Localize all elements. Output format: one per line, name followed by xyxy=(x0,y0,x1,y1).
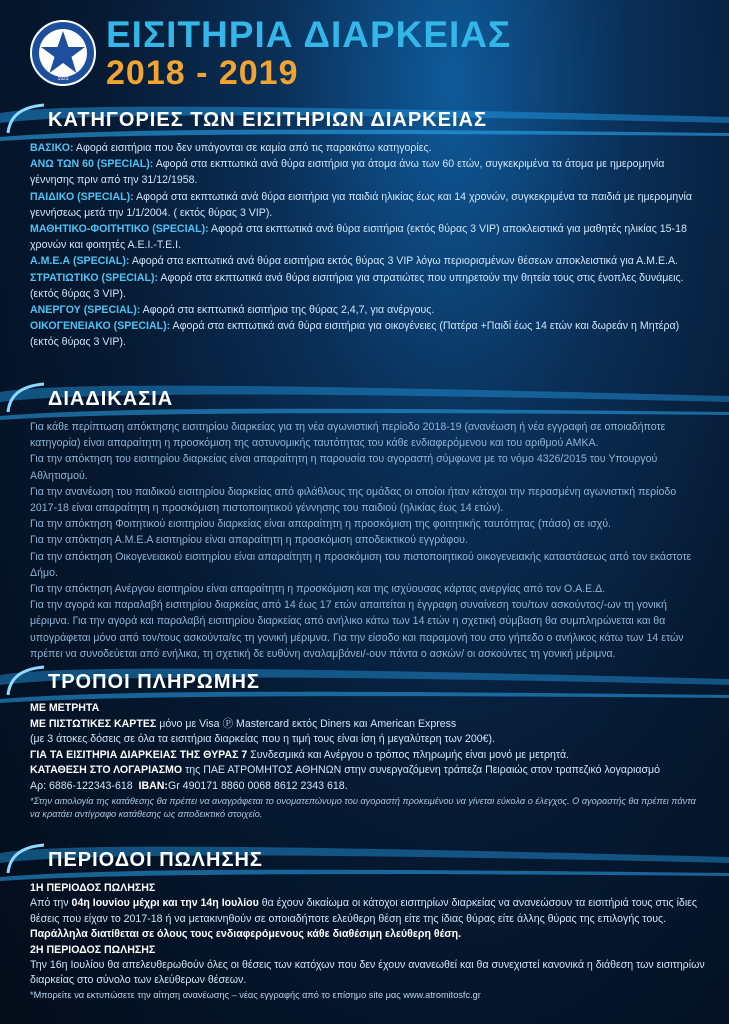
procedure-text xyxy=(30,419,706,662)
page-title: ΕΙΣΙΤΗΡΙΑ ΔΙΑΡΚΕΙΑΣ xyxy=(106,14,512,55)
list-item: ΣΤΡΑΤΙΩΤΙΚΟ (SPECIAL): Αφορά στα εκπτωτικά ανά θύρα εισιτήρια για στρατιώτες που υπηρετούν την θητεία τους στις ένοπλες δυνάμεις. (εκτός θύρας 3 VIP). xyxy=(30,271,684,300)
payment-note: *Στην αιτιολογία της κατάθεσης θα πρέπει να αναγράφεται το ονοματεπώνυμο του αγοραστή προκειμένου να γίνεται εύκολα ο έλεγχος. Ο αγοραστής θα πρέπει πάντα να κρατάει αντίγραφο κατάθεσης ως αποδεικτικό στοιχείο. xyxy=(30,795,696,819)
paragraph: Για την απόκτηση Φοιτητικού εισιτηρίου διαρκείας είναι απαραίτητη η προσκόμιση της φοιτητικής ταυτότητας (πάσο) σε ισχύ. xyxy=(30,518,611,531)
iban-label: IBAN: xyxy=(138,779,168,792)
installments-text: (με 3 άτοκες δόσεις σε όλα τα εισιτήρια διαρκείας που η τιμή τους είναι ίση ή μεγαλύτερη των 200€). xyxy=(30,733,496,746)
sales-text: 1Η ΠΕΡΙΟΔΟΣ ΠΩΛΗΣΗΣ Από την 04η Ιουνίου μέχρι και την 14η Ιουλίου θα έχουν δικαίωμα οι κάτοχοι εισιτηρίων διαρκείας να ανανεώσουν τα εισιτήριά τους στις ίδιες θέσεις που είχαν το 2017-18 ή να μετακινηθούν σε οποιαδήποτε ελεύθερη θέση είτε της ίδιας θύρας είτε άλλης θύρας της επιλογής τους. Παράλληλα διατίθεται σε όλους τους ενδιαφερόμενους κάθε διαθέσιμη ελεύθερη θέση. 2Η ΠΕΡΙΟΔΟΣ ΠΩΛΗΣΗΣ Την 16η Ιουλίου θα απελευθερωθούν όλες οι θέσεις των κατόχων που δεν έχουν ανανεωθεί και θα συνεχιστεί κανονικά η διάθεση των εισιτηρίων διαρκείας στο σύνολο των ελεύθερων θέσεων. *Μπορείτε να εκτυπώσετε την αίτηση ανανέωσης – νέας εγγραφής από το επίσημο site μας www.atromitosfc.gr xyxy=(30,882,705,1000)
header xyxy=(0,0,729,100)
categories-section xyxy=(0,103,729,349)
section-header xyxy=(0,382,729,420)
period1-highlight: Παράλληλα διατίθεται σε όλους τους ενδιαφερόμενους κάθε διαθέσιμη ελεύθερη θέση. xyxy=(30,928,462,941)
paragraph: Για την ανανέωση του παιδικού εισιτηρίου διαρκείας από φιλάθλους της ομάδας οι οποίοι ήταν κάτοχοι την περασμένη αγωνιστική περίοδο 2017-18 είναι απαραίτητη η προσκόμιση πιστοποιητικού γέννησης του παιδιού (ηλικίας έως 14 ετών). xyxy=(30,485,677,515)
list-item: ΠΑΙΔΙΚΟ (SPECIAL): Αφορά στα εκπτωτικά ανά θύρα εισιτήρια για παιδιά ηλικίας έως και 14 χρονών, συγκεκριμένα τα παιδιά με ημερομηνία γεννήσεως μετά την 1/1/2004. ( εκτός θύρας 3 VIP). xyxy=(30,190,692,219)
list-item: ΑΝΕΡΓΟΥ (SPECIAL): Αφορά στα εκπτωτικά εισιτήρια της θύρας 2,4,7, για ανέργους. xyxy=(30,304,435,317)
categories-title: ΚΑΤΗΓΟΡΙΕΣ ΤΩΝ ΕΙΣΙΤΗΡΙΩΝ ΔΙΑΡΚΕΙΑΣ xyxy=(48,109,487,131)
period2-text: Την 16η Ιουλίου θα απελευθερωθούν όλες οι θέσεις των κατόχων που δεν έχουν ανανεωθεί και θα συνεχιστεί κανονικά η διάθεση των εισιτηρίων διαρκείας στο σύνολο των ελεύθερων θέσεων. xyxy=(30,959,705,987)
card-icon: Ⓟ xyxy=(222,717,234,730)
paragraph: Για την απόκτηση Α.Μ.Ε.Α εισιτηρίου είναι απαραίτητη η προσκόμιση αποδεικτικού εγγράφου. xyxy=(30,534,468,547)
paragraph: Για την απόκτηση Οικογενειακού εισιτηρίου είναι απαραίτητη η προσκόμιση του πιστοποιητικού οικογενειακής καταστάσεως από τον εκάστοτε Δήμο. xyxy=(30,550,692,579)
procedure-title: ΔΙΑΔΙΚΑΣΙΑ xyxy=(48,388,174,410)
season-title: 2018 - 2019 xyxy=(106,54,299,92)
logo-year: 1923 xyxy=(57,76,69,82)
period1-label: 1Η ΠΕΡΙΟΔΟΣ ΠΩΛΗΣΗΣ xyxy=(30,882,156,894)
payment-section xyxy=(0,665,729,819)
procedure-section xyxy=(0,382,729,660)
period1-dates: 04η Ιουνίου μέχρι και την 14η Ιουλίου xyxy=(71,897,259,910)
club-crest-logo xyxy=(30,20,96,86)
section-header xyxy=(0,843,729,881)
section-header xyxy=(0,103,729,141)
paragraph: Για την απόκτηση του εισιτηρίου διαρκείας είναι απαραίτητη η παρουσία του αγοραστή σύμφωνα με το νόμο 4326/2015 του Υπουργού Αθλητισμού. xyxy=(30,453,658,482)
sales-note: *Μπορείτε να εκτυπώσετε την αίτηση ανανέωσης – νέας εγγραφής από το επίσημο site μας www.atromitosfc.gr xyxy=(30,989,481,1000)
account-number: Αρ: 6886-122343-618 xyxy=(30,779,133,792)
list-item: ΜΑΘΗΤΙΚΟ-ΦΟΙΤΗΤΙΚΟ (SPECIAL): Αφορά στα εκπτωτικά ανά θύρα εισιτήρια (εκτός θύρας 3 VIP) αποκλειστικά για μαθητές ηλικίας 15-18 χρονών και φοιτητές Α.Ε.Ι.-Τ.Ε.Ι. xyxy=(30,223,687,252)
paragraph: Για την απόκτηση Ανέργου εισιτηρίου είναι απαραίτητη η προσκόμιση και της ισχύουσας κάρτας ανεργίας από τον Ο.Α.Ε.Δ. xyxy=(30,583,606,596)
list-item: ΒΑΣΙΚΟ: Αφορά εισιτήρια που δεν υπάγονται σε καμία από τις παρακάτω κατηγορίες. xyxy=(30,142,432,154)
cards-label: ΜΕ ΠΙΣΤΩΤΙΚΕΣ ΚΑΡΤΕΣ xyxy=(30,717,157,730)
categories-list xyxy=(30,140,706,351)
list-item: Α.Μ.Ε.Α (SPECIAL): Αφορά στα εκπτωτικά ανά θύρα εισιτήρια εκτός θύρας 3 VIP λόγω περιορισμένων θέσεων αποκλειστικά για Α.Μ.Ε.Α. xyxy=(30,255,678,268)
sales-title: ΠΕΡΙΟΔΟΙ ΠΩΛΗΣΗΣ xyxy=(48,849,263,871)
section-header xyxy=(0,665,729,703)
iban-value: Gr 490171 8860 0068 8612 2343 618. xyxy=(167,779,348,792)
cash-label: ΜΕ ΜΕΤΡΗΤΑ xyxy=(30,702,100,714)
period2-label: 2Η ΠΕΡΙΟΔΟΣ ΠΩΛΗΣΗΣ xyxy=(30,943,156,956)
list-item: ΑΝΩ ΤΩΝ 60 (SPECIAL): Αφορά στα εκπτωτικά ανά θύρα εισιτήρια για άτομα άνω των 60 ετών, συγκεκριμένα τα άτομα με ημερομηνία γέννησης πριν από την 31/12/1958. xyxy=(30,158,665,187)
deposit-label: ΚΑΤΑΘΕΣΗ ΣΤΟ ΛΟΓΑΡΙΑΣΜΟ xyxy=(30,764,183,777)
gate7-label: ΓΙΑ ΤΑ ΕΙΣΙΤΗΡΙΑ ΔΙΑΡΚΕΙΑΣ ΤΗΣ ΘΥΡΑΣ 7 xyxy=(30,748,248,761)
sales-section xyxy=(0,843,729,1000)
list-item: ΟΙΚΟΓΕΝΕΙΑΚΟ (SPECIAL): Αφορά στα εκπτωτικά ανά θύρα εισιτήρια για οικογένειες (Πατέρα +Παιδί έως 14 ετών και δωρεάν η Μητέρα) (εκτός θύρας 3 VIP). xyxy=(30,320,680,349)
paragraph: Για την αγορά και παραλαβή εισιτηρίου διαρκείας από 14 έως 17 ετών απαιτείται η έγγραφη συναίνεση του/των ασκούντος/-ων τη γονική μέριμνα. Για την αγορά και παραλαβή εισιτηρίου διαρκείας από ανήλικο κάτω των 14 ετών η σχετική σύμβαση θα συμπληρώνεται και θα υπογράφεται μόνο από τον/τους ασκούντα/ες τη γονική μέριμνα. Για την είσοδο και παραμονή του στο γήπεδο ο ανήλικος κάτω των 14 ετών πρέπει να συνοδεύεται από ενήλικα, τη σχετική δε ευθύνη αναλαμβάνει/-ουν πάντα ο ασκών/ οι ασκούντες τη γονική μέριμνα. xyxy=(30,599,684,660)
payment-title: ΤΡΟΠΟΙ ΠΛΗΡΩΜΗΣ xyxy=(48,671,260,693)
payment-text: ΜΕ ΜΕΤΡΗΤΑ ΜΕ ΠΙΣΤΩΤΙΚΕΣ ΚΑΡΤΕΣ μόνο με Visa Ⓟ Mastercard εκτός Diners και American Express (με 3 άτοκες δόσεις σε όλα τα εισιτήρια διαρκείας που η τιμή τους είναι ίση ή μεγαλύτερη των 200€). ΓΙΑ ΤΑ ΕΙΣΙΤΗΡΙΑ ΔΙΑΡΚΕΙΑΣ ΤΗΣ ΘΥΡΑΣ 7 Συνδεσμικά και Ανέργου ο τρόπος πληρωμής είναι μονό με μετρητά. ΚΑΤΑΘΕΣΗ ΣΤΟ ΛΟΓΑΡΙΑΣΜΟ της ΠΑΕ ΑΤΡΟΜΗΤΟΣ ΑΘΗΝΩΝ στην συνεργαζόμενη τράπεζα Πειραιώς στον τραπεζικό λογαριασμό Αρ: 6886-122343-618 IBAN:Gr 490171 8860 0068 8612 2343 618. *Στην αιτιολογία της κατάθεσης θα πρέπει να αναγράφεται το ονοματεπώνυμο του αγοραστή προκειμένου να γίνεται εύκολα ο έλεγχος. Ο αγοραστής θα πρέπει πάντα να κρατάει αντίγραφο κατάθεσης ως αποδεικτικό στοιχείο. xyxy=(30,701,706,821)
paragraph: Για κάθε περίπτωση απόκτησης εισιτηρίου διαρκείας για τη νέα αγωνιστική περίοδο 2018-19 (ανανέωση ή νέα εγγραφή σε οποιαδήποτε κατηγορία) είναι απαραίτητη η προσκόμιση της αστυνομικής ταυτότητας του κάθε ενδιαφερόμενου και του αριθμού ΑΜΚΑ. xyxy=(30,421,666,450)
